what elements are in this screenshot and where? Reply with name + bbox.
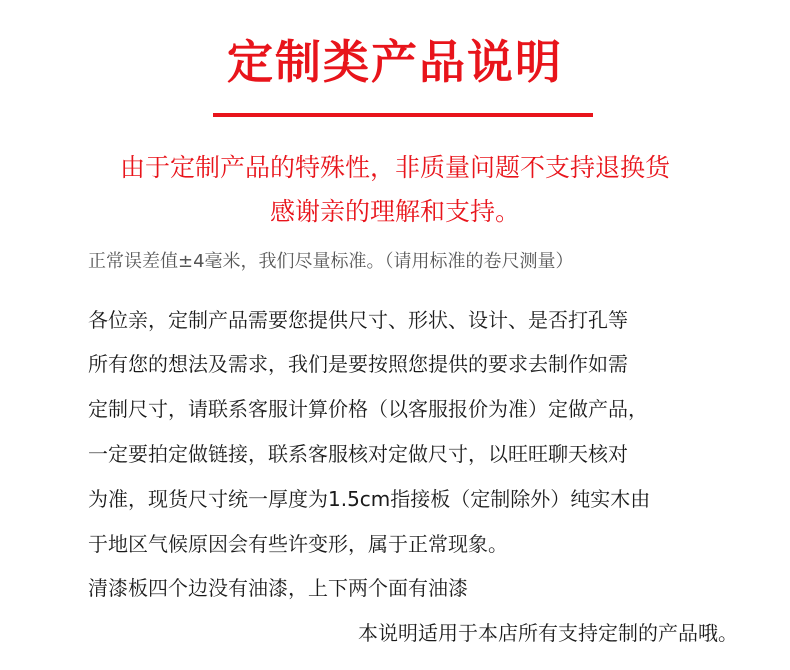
body-line-1: 各位亲，定制产品需要您提供尺寸、形状、设计、是否打孔等: [88, 308, 628, 332]
body-line-7: 清漆板四个边没有油漆，上下两个面有油漆: [88, 576, 468, 600]
page-title: 定制类产品说明: [227, 35, 563, 89]
tolerance-note: 正常误差值±4毫米，我们尽量标准。（请用标准的卷尺测量）: [88, 251, 574, 272]
title-underline: [213, 113, 593, 117]
body-line-4: 一定要拍定做链接，联系客服核对定做尺寸，以旺旺聊天核对: [88, 442, 628, 466]
body-line-3: 定制尺寸，请联系客服计算价格（以客服报价为准）定做产品，: [88, 397, 648, 421]
body-line-2: 所有您的想法及需求，我们是要按照您提供的要求去制作如需: [88, 352, 628, 376]
body-line-5: 为准，现货尺寸统一厚度为1.5cm指接板（定制除外）纯实木由: [88, 487, 651, 511]
no-return-notice: 由于定制产品的特殊性，非质量问题不支持退换货: [119, 153, 670, 182]
footer-note: 本说明适用于本店所有支持定制的产品哦。: [358, 621, 738, 645]
body-line-6: 于地区气候原因会有些许变形，属于正常现象。: [88, 532, 508, 556]
thanks-notice: 感谢亲的理解和支持。: [269, 197, 520, 226]
